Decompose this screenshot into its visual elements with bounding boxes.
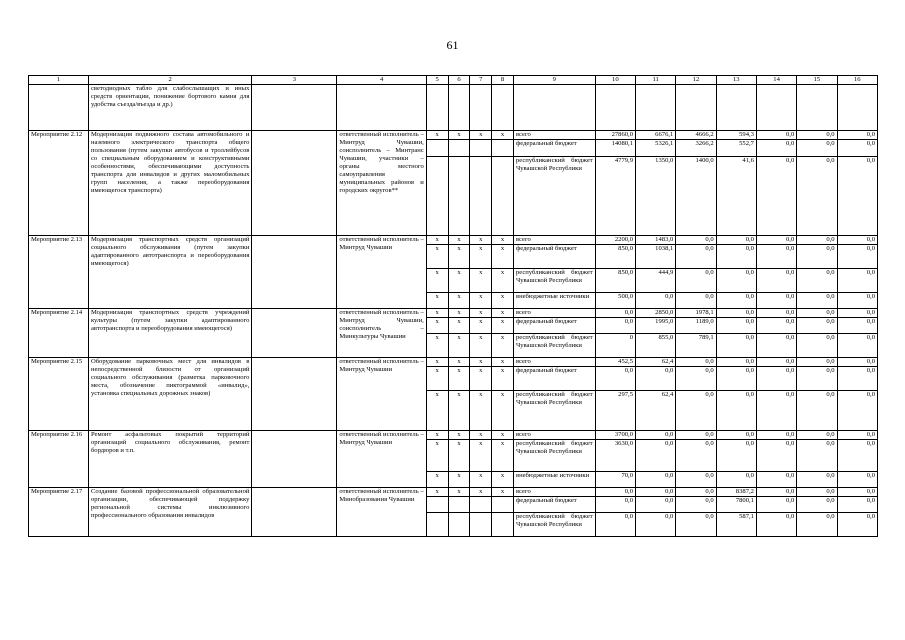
amount-v11: 5326,1 <box>636 140 676 157</box>
amount-v10: 3630,0 <box>595 440 635 472</box>
amount-v11: 0,0 <box>636 472 676 488</box>
amount-v15: 0,0 <box>797 431 837 440</box>
amount-v15: 0,0 <box>797 269 837 293</box>
amount-v12: 1978,1 <box>676 309 716 318</box>
amount-v11: 62,4 <box>636 391 676 431</box>
continuation-row <box>29 85 878 131</box>
code-c7: х <box>470 472 492 488</box>
amount-v15: 0,0 <box>797 497 837 513</box>
amount-v10: 0,0 <box>595 318 635 334</box>
program-table <box>28 75 878 537</box>
code-c8: х <box>492 318 514 334</box>
code-c8: х <box>492 269 514 293</box>
amount-v11: 0,0 <box>636 431 676 440</box>
code-c7: х <box>470 131 492 140</box>
amount-v16: 0,0 <box>837 367 877 391</box>
amount-v13: 8387,2 <box>716 488 756 497</box>
code-c5: х <box>426 334 448 358</box>
code-c8: х <box>492 431 514 440</box>
amount-v13: 587,1 <box>716 513 756 537</box>
amount-v10: 0,0 <box>595 309 635 318</box>
amount-v12: 3266,2 <box>676 140 716 157</box>
code-c7: х <box>470 391 492 431</box>
code-c8 <box>492 513 514 537</box>
code-c7: х <box>470 309 492 318</box>
amount-v13: 0,0 <box>716 391 756 431</box>
column-number-11: 11 <box>636 76 676 85</box>
code-c6 <box>448 140 470 157</box>
code-c7: х <box>470 236 492 245</box>
amount-v15: 0,0 <box>797 318 837 334</box>
funding-source: республиканский бюджет Чувашской Республики <box>513 157 595 236</box>
code-c7: х <box>470 334 492 358</box>
amount-v11: 6676,1 <box>636 131 676 140</box>
amount-v16: 0,0 <box>837 358 877 367</box>
amount-v11: 0,0 <box>636 497 676 513</box>
amount-v13: 0,0 <box>716 431 756 440</box>
funding-source: федеральный бюджет <box>513 367 595 391</box>
amount-v13: 594,3 <box>716 131 756 140</box>
amount-v15: 0,0 <box>797 236 837 245</box>
amount-v15: 0,0 <box>797 131 837 140</box>
activity-code: Мероприятие 2.14 <box>29 309 89 358</box>
amount-v16: 0,0 <box>837 440 877 472</box>
amount-v10: 500,0 <box>595 293 635 309</box>
amount-v13: 0,0 <box>716 236 756 245</box>
code-c6: х <box>448 293 470 309</box>
funding-source: всего <box>513 309 595 318</box>
column-number-13: 13 <box>716 76 756 85</box>
table-row <box>29 131 878 140</box>
code-c8: х <box>492 472 514 488</box>
responsible-executor: ответственный исполнитель – Минобразования Чувашии <box>337 488 426 537</box>
amount-v16: 0,0 <box>837 497 877 513</box>
code-c5: х <box>426 318 448 334</box>
amount-v16: 0,0 <box>837 140 877 157</box>
activity-description: Модернизация транспортных средств учреждений культуры (путем закупки адаптированного автотранспорта и переоборудования имеющегося) <box>88 309 251 358</box>
amount-v15: 0,0 <box>797 157 837 236</box>
amount-v14: 0,0 <box>756 318 796 334</box>
funding-source: всего <box>513 358 595 367</box>
amount-v14: 0,0 <box>756 488 796 497</box>
table-row <box>29 488 878 497</box>
responsible-executor: ответственный исполнитель – Минтруд Чувашии <box>337 431 426 488</box>
amount-v12: 1189,0 <box>676 318 716 334</box>
amount-v15: 0,0 <box>797 472 837 488</box>
code-c6 <box>448 157 470 236</box>
activity-code: Мероприятие 2.13 <box>29 236 89 309</box>
page-number: 61 <box>446 38 459 52</box>
amount-v10: 297,5 <box>595 391 635 431</box>
funding-source: республиканский бюджет Чувашской Республики <box>513 440 595 472</box>
responsible-executor: ответственный исполнитель – Минтруд Чувашии, соисполнитель – Минтранс Чувашии, участники – органы местного самоуправления муниципальных районов и городских округов** <box>337 131 426 236</box>
amount-v14: 0,0 <box>756 309 796 318</box>
funding-source: республиканский бюджет Чувашской Республики <box>513 334 595 358</box>
column-number-4: 4 <box>337 76 426 85</box>
code-c5: х <box>426 236 448 245</box>
amount-v16: 0,0 <box>837 131 877 140</box>
amount-v10: 2200,0 <box>595 236 635 245</box>
funding-source: всего <box>513 236 595 245</box>
amount-v14: 0,0 <box>756 245 796 269</box>
code-c5 <box>426 140 448 157</box>
amount-v16: 0,0 <box>837 269 877 293</box>
amount-v16: 0,0 <box>837 309 877 318</box>
amount-v10: 850,0 <box>595 245 635 269</box>
code-c5: х <box>426 391 448 431</box>
amount-v14: 0,0 <box>756 157 796 236</box>
amount-v12: 0,0 <box>676 236 716 245</box>
column-3-cell <box>252 309 337 358</box>
code-c7: х <box>470 488 492 497</box>
amount-v12: 0,0 <box>676 391 716 431</box>
column-3-cell <box>252 131 337 236</box>
amount-v12: 0,0 <box>676 497 716 513</box>
responsible-executor: ответственный исполнитель – Минтруд Чувашии <box>337 236 426 309</box>
amount-v11: 0,0 <box>636 293 676 309</box>
code-c8: х <box>492 131 514 140</box>
code-c7: х <box>470 293 492 309</box>
amount-v13: 0,0 <box>716 245 756 269</box>
amount-v12: 1400,0 <box>676 157 716 236</box>
code-c6: х <box>448 245 470 269</box>
column-number-2: 2 <box>88 76 251 85</box>
amount-v16: 0,0 <box>837 245 877 269</box>
amount-v10: 0,0 <box>595 497 635 513</box>
amount-v11: 0,0 <box>636 488 676 497</box>
activity-description: Оборудование парковочных мест для инвалидов в непосредственной близости от организаций социального обслуживания (разметка парковочного места, обозначение пиктограммой «инвалид», установка специальных дорожных знаков) <box>88 358 251 431</box>
column-number-5: 5 <box>426 76 448 85</box>
code-c8: х <box>492 236 514 245</box>
amount-v14: 0,0 <box>756 334 796 358</box>
code-c6: х <box>448 334 470 358</box>
amount-v10: 27860,0 <box>595 131 635 140</box>
amount-v12: 0,0 <box>676 440 716 472</box>
responsible-executor: ответственный исполнитель – Минтруд Чувашии <box>337 358 426 431</box>
amount-v14: 0,0 <box>756 358 796 367</box>
funding-source: республиканский бюджет Чувашской Республики <box>513 391 595 431</box>
amount-v12: 0,0 <box>676 293 716 309</box>
responsible-executor: ответственный исполнитель – Минтруд Чувашии, соисполнитель – Минкультуры Чувашии <box>337 309 426 358</box>
column-number-15: 15 <box>797 76 837 85</box>
amount-v14: 0,0 <box>756 140 796 157</box>
amount-v11: 0,0 <box>636 367 676 391</box>
amount-v14: 0,0 <box>756 269 796 293</box>
amount-v16: 0,0 <box>837 472 877 488</box>
code-c6: х <box>448 367 470 391</box>
column-number-row <box>29 76 878 85</box>
code-c6 <box>448 513 470 537</box>
amount-v15: 0,0 <box>797 367 837 391</box>
funding-source: федеральный бюджет <box>513 245 595 269</box>
column-3-cell <box>252 358 337 431</box>
activity-code: Мероприятие 2.15 <box>29 358 89 431</box>
table-row <box>29 358 878 367</box>
amount-v14: 0,0 <box>756 367 796 391</box>
amount-v14: 0,0 <box>756 440 796 472</box>
amount-v11: 62,4 <box>636 358 676 367</box>
amount-v12: 0,0 <box>676 245 716 269</box>
amount-v15: 0,0 <box>797 293 837 309</box>
activity-code: Мероприятие 2.12 <box>29 131 89 236</box>
amount-v13: 0,0 <box>716 440 756 472</box>
amount-v10: 0 <box>595 334 635 358</box>
amount-v10: 3700,0 <box>595 431 635 440</box>
funding-source: федеральный бюджет <box>513 497 595 513</box>
amount-v15: 0,0 <box>797 334 837 358</box>
code-c6 <box>448 497 470 513</box>
funding-source: внебюджетные источники <box>513 472 595 488</box>
code-c7 <box>470 497 492 513</box>
funding-source: всего <box>513 488 595 497</box>
amount-v14: 0,0 <box>756 497 796 513</box>
code-c5: х <box>426 131 448 140</box>
continuation-description: светодиодных табло для слабослышащих и иных средств ориентации, понижение бортового камня для удобства съезда/въезда и др.) <box>88 85 251 131</box>
amount-v12: 0,0 <box>676 513 716 537</box>
amount-v11: 1483,0 <box>636 236 676 245</box>
amount-v11: 855,0 <box>636 334 676 358</box>
code-c6: х <box>448 318 470 334</box>
code-c5: х <box>426 431 448 440</box>
code-c6: х <box>448 391 470 431</box>
funding-source: республиканский бюджет Чувашской Республики <box>513 269 595 293</box>
code-c8 <box>492 140 514 157</box>
funding-source: федеральный бюджет <box>513 140 595 157</box>
amount-v15: 0,0 <box>797 309 837 318</box>
code-c8 <box>492 497 514 513</box>
column-number-1: 1 <box>29 76 89 85</box>
amount-v14: 0,0 <box>756 472 796 488</box>
amount-v10: 0,0 <box>595 513 635 537</box>
column-number-14: 14 <box>756 76 796 85</box>
amount-v13: 0,0 <box>716 367 756 391</box>
amount-v11: 1038,1 <box>636 245 676 269</box>
code-c5: х <box>426 358 448 367</box>
amount-v13: 0,0 <box>716 334 756 358</box>
continuation-code <box>29 85 89 131</box>
amount-v14: 0,0 <box>756 293 796 309</box>
column-3-cell <box>252 236 337 309</box>
amount-v15: 0,0 <box>797 358 837 367</box>
amount-v16: 0,0 <box>837 293 877 309</box>
code-c5 <box>426 497 448 513</box>
amount-v10: 0,0 <box>595 488 635 497</box>
code-c8: х <box>492 358 514 367</box>
code-c7: х <box>470 440 492 472</box>
column-number-6: 6 <box>448 76 470 85</box>
amount-v16: 0,0 <box>837 318 877 334</box>
amount-v11: 1350,0 <box>636 157 676 236</box>
code-c7: х <box>470 269 492 293</box>
code-c6: х <box>448 488 470 497</box>
code-c5: х <box>426 367 448 391</box>
code-c7: х <box>470 367 492 391</box>
amount-v16: 0,0 <box>837 157 877 236</box>
amount-v12: 0,0 <box>676 358 716 367</box>
amount-v15: 0,0 <box>797 488 837 497</box>
amount-v13: 0,0 <box>716 358 756 367</box>
amount-v14: 0,0 <box>756 236 796 245</box>
funding-source: республиканский бюджет Чувашской Республики <box>513 513 595 537</box>
activity-description: Модернизация транспортных средств организаций социального обслуживания (путем закупки адаптированного автотранспорта и переоборудования имеющегося) <box>88 236 251 309</box>
code-c6: х <box>448 431 470 440</box>
amount-v12: 0,0 <box>676 431 716 440</box>
code-c5: х <box>426 269 448 293</box>
amount-v14: 0,0 <box>756 131 796 140</box>
amount-v15: 0,0 <box>797 440 837 472</box>
funding-source: всего <box>513 131 595 140</box>
code-c7 <box>470 157 492 236</box>
code-c5: х <box>426 309 448 318</box>
code-c7: х <box>470 431 492 440</box>
code-c7 <box>470 140 492 157</box>
amount-v10: 850,0 <box>595 269 635 293</box>
amount-v16: 0,0 <box>837 513 877 537</box>
code-c8: х <box>492 391 514 431</box>
code-c6: х <box>448 309 470 318</box>
code-c5 <box>426 513 448 537</box>
code-c6: х <box>448 131 470 140</box>
column-number-7: 7 <box>470 76 492 85</box>
code-c5: х <box>426 293 448 309</box>
code-c7: х <box>470 358 492 367</box>
amount-v14: 0,0 <box>756 431 796 440</box>
code-c6: х <box>448 440 470 472</box>
amount-v11: 0,0 <box>636 440 676 472</box>
column-number-9: 9 <box>513 76 595 85</box>
column-number-3: 3 <box>252 76 337 85</box>
code-c5: х <box>426 245 448 269</box>
amount-v13: 0,0 <box>716 318 756 334</box>
code-c7: х <box>470 318 492 334</box>
code-c8: х <box>492 367 514 391</box>
column-number-8: 8 <box>492 76 514 85</box>
activity-description: Модернизация подвижного состава автомобильного и наземного электрического транспорта общего пользования (путем закупки автобусов и троллейбусов со специальным оборудованием и конструктивными особенностями, обеспечивающими доступность транспорта для инвалидов и других маломобильных групп населения, а также переоборудования имеющегося транспорта) <box>88 131 251 236</box>
table-row <box>29 431 878 440</box>
amount-v15: 0,0 <box>797 513 837 537</box>
amount-v10: 4779,9 <box>595 157 635 236</box>
amount-v16: 0,0 <box>837 236 877 245</box>
code-c8: х <box>492 293 514 309</box>
code-c8: х <box>492 309 514 318</box>
amount-v15: 0,0 <box>797 391 837 431</box>
amount-v13: 7800,1 <box>716 497 756 513</box>
funding-source: федеральный бюджет <box>513 318 595 334</box>
code-c8: х <box>492 245 514 269</box>
funding-source: внебюджетные источники <box>513 293 595 309</box>
table-row <box>29 236 878 245</box>
column-3-cell <box>252 488 337 537</box>
amount-v16: 0,0 <box>837 391 877 431</box>
column-number-12: 12 <box>676 76 716 85</box>
activity-description: Ремонт асфальтовых покрытий территорий организаций социального обслуживания, ремонт бордюров и т.п. <box>88 431 251 488</box>
code-c6: х <box>448 472 470 488</box>
code-c5: х <box>426 488 448 497</box>
activity-code: Мероприятие 2.16 <box>29 431 89 488</box>
column-3-cell <box>252 431 337 488</box>
amount-v14: 0,0 <box>756 391 796 431</box>
code-c8: х <box>492 334 514 358</box>
amount-v16: 0,0 <box>837 334 877 358</box>
amount-v12: 789,1 <box>676 334 716 358</box>
amount-v12: 4666,2 <box>676 131 716 140</box>
column-number-10: 10 <box>595 76 635 85</box>
code-c8: х <box>492 488 514 497</box>
code-c6: х <box>448 269 470 293</box>
amount-v13: 0,0 <box>716 472 756 488</box>
amount-v16: 0,0 <box>837 488 877 497</box>
table-row <box>29 309 878 318</box>
code-c8 <box>492 157 514 236</box>
amount-v11: 444,9 <box>636 269 676 293</box>
code-c7 <box>470 513 492 537</box>
amount-v11: 0,0 <box>636 513 676 537</box>
amount-v15: 0,0 <box>797 245 837 269</box>
amount-v15: 0,0 <box>797 140 837 157</box>
code-c8: х <box>492 440 514 472</box>
code-c5 <box>426 157 448 236</box>
amount-v13: 0,0 <box>716 269 756 293</box>
funding-source: всего <box>513 431 595 440</box>
activity-description: Создание базовой профессиональной образовательной организации, обеспечивающей поддержку региональной системы инклюзивного профессионального образования инвалидов <box>88 488 251 537</box>
activity-code: Мероприятие 2.17 <box>29 488 89 537</box>
code-c6: х <box>448 236 470 245</box>
amount-v10: 14080,1 <box>595 140 635 157</box>
amount-v12: 0,0 <box>676 367 716 391</box>
amount-v12: 0,0 <box>676 488 716 497</box>
amount-v16: 0,0 <box>837 431 877 440</box>
amount-v13: 0,0 <box>716 309 756 318</box>
code-c6: х <box>448 358 470 367</box>
amount-v11: 2850,0 <box>636 309 676 318</box>
amount-v12: 0,0 <box>676 269 716 293</box>
amount-v11: 1995,0 <box>636 318 676 334</box>
amount-v10: 70,0 <box>595 472 635 488</box>
code-c7: х <box>470 245 492 269</box>
amount-v13: 0,0 <box>716 293 756 309</box>
amount-v14: 0,0 <box>756 513 796 537</box>
amount-v12: 0,0 <box>676 472 716 488</box>
amount-v10: 0,0 <box>595 367 635 391</box>
amount-v13: 41,6 <box>716 157 756 236</box>
code-c5: х <box>426 440 448 472</box>
amount-v10: 452,5 <box>595 358 635 367</box>
code-c5: х <box>426 472 448 488</box>
amount-v13: 552,7 <box>716 140 756 157</box>
column-number-16: 16 <box>837 76 877 85</box>
